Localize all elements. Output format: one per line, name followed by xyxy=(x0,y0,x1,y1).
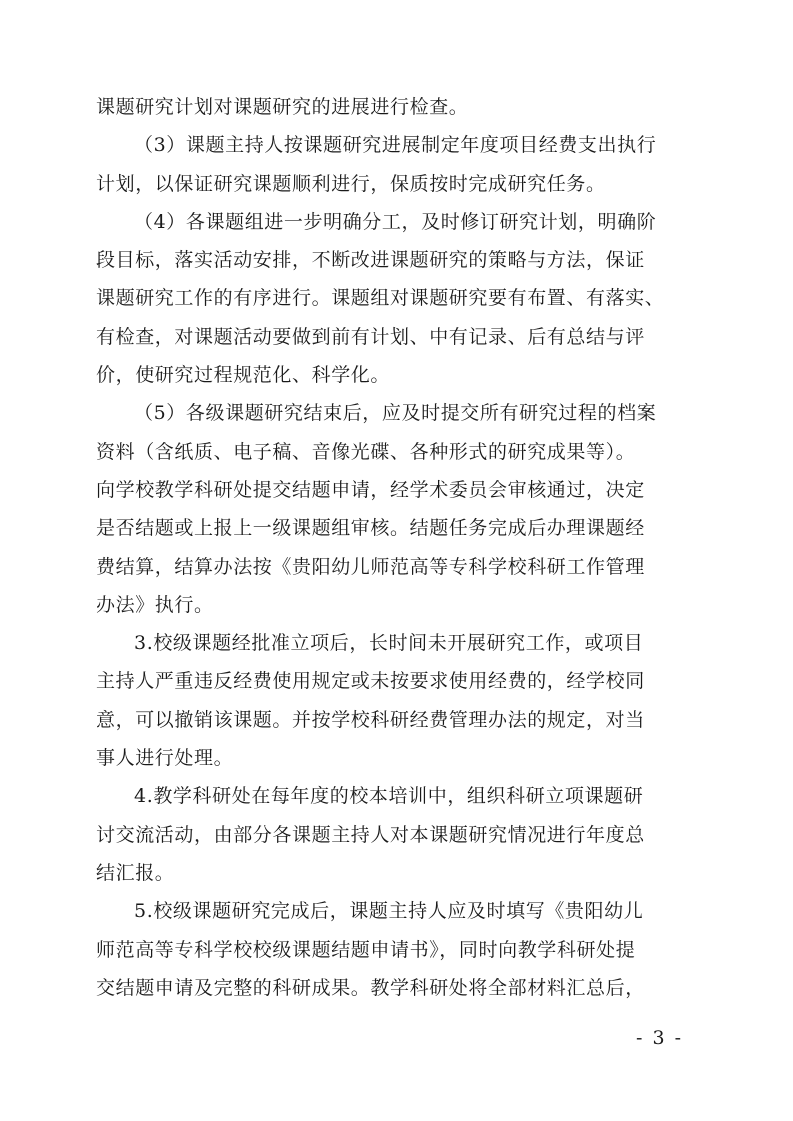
text-line: 是否结题或上报上一级课题组审核。结题任务完成后办理课题经 xyxy=(96,517,645,540)
text-line: 4.教学科研处在每年度的校本培训中，组织科研立项课题研 xyxy=(134,785,644,808)
text-line: 课题研究计划对课题研究的进展进行检查。 xyxy=(96,96,469,118)
text-line: （4）各课题组进一步明确分工，及时修订研究计划，明确阶 xyxy=(134,210,657,233)
text-line: 计划，以保证研究课题顺利进行，保质按时完成研究任务。 xyxy=(96,172,606,195)
page-number: - 3 - xyxy=(636,1027,684,1049)
text-line: 资料（含纸质、电子稿、音像光碟、各种形式的研究成果等）。 xyxy=(96,440,636,463)
text-line: （3）课题主持人按课题研究进展制定年度项目经费支出执行 xyxy=(134,134,657,157)
text-line: 3.校级课题经批准立项后，长时间未开展研究工作，或项目 xyxy=(134,632,644,655)
text-line: 费结算，结算办法按《贵阳幼儿师范高等专科学校科研工作管理 xyxy=(96,555,645,578)
text-line: 主持人严重违反经费使用规定或未按要求使用经费的，经学校同 xyxy=(96,670,645,693)
text-line: （5）各级课题研究结束后，应及时提交所有研究过程的档案 xyxy=(134,402,657,425)
text-line: 结汇报。 xyxy=(96,861,175,884)
text-line: 讨交流活动，由部分各课题主持人对本课题研究情况进行年度总 xyxy=(96,823,645,846)
text-line: 有检查，对课题活动要做到前有计划、中有记录、后有总结与评 xyxy=(96,325,645,348)
text-line: 师范高等专科学校校级课题结题申请书》，同时向教学科研处提 xyxy=(96,938,636,961)
text-line: 段目标，落实活动安排，不断改进课题研究的策略与方法，保证 xyxy=(96,249,645,272)
text-line: 意，可以撤销该课题。并按学校科研经费管理办法的规定，对当 xyxy=(96,708,645,731)
text-line: 课题研究工作的有序进行。课题组对课题研究要有布置、有落实、 xyxy=(96,287,665,310)
text-line: 价，使研究过程规范化、科学化。 xyxy=(96,364,391,387)
text-line: 5.校级课题研究完成后，课题主持人应及时填写《贵阳幼儿 xyxy=(134,900,644,923)
text-line: 向学校教学科研处提交结题申请，经学术委员会审核通过，决定 xyxy=(96,478,645,501)
text-line: 办法》执行。 xyxy=(96,593,214,616)
text-line: 交结题申请及完整的科研成果。教学科研处将全部材料汇总后， xyxy=(96,976,645,999)
text-line: 事人进行处理。 xyxy=(96,747,234,770)
document-body xyxy=(96,88,702,1007)
